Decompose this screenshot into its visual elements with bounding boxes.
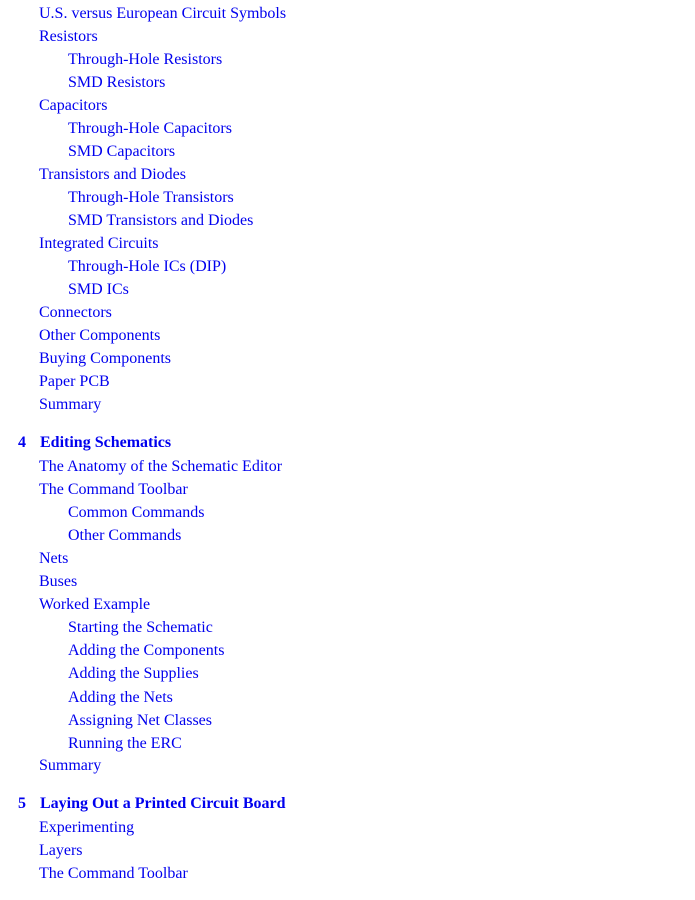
- toc-link[interactable]: Running the ERC: [68, 735, 182, 752]
- toc-section-entry[interactable]: [39, 4, 286, 24]
- toc-subsection-entry[interactable]: [68, 119, 232, 139]
- chapter-title-link[interactable]: Laying Out a Printed Circuit Board: [40, 795, 286, 812]
- chapter-title-link[interactable]: Editing Schematics: [40, 434, 172, 451]
- toc-link[interactable]: Buses: [39, 573, 78, 590]
- toc-link[interactable]: Experimenting: [39, 819, 135, 836]
- toc-link[interactable]: Paper PCB: [39, 373, 110, 390]
- toc-section-entry[interactable]: [39, 349, 171, 369]
- toc-link[interactable]: Through-Hole Transistors: [68, 189, 234, 206]
- toc-subsection-entry[interactable]: [68, 618, 213, 638]
- toc-section-entry[interactable]: [39, 818, 134, 838]
- toc-section-entry[interactable]: [39, 372, 110, 392]
- toc-link[interactable]: Assigning Net Classes: [68, 712, 212, 729]
- toc-section-entry[interactable]: [39, 165, 186, 185]
- toc-section-entry[interactable]: [39, 549, 68, 569]
- toc-subsection-entry[interactable]: [68, 641, 224, 661]
- toc-link[interactable]: Nets: [39, 550, 69, 567]
- toc-link[interactable]: Through-Hole Capacitors: [68, 120, 232, 137]
- toc-link[interactable]: SMD ICs: [68, 281, 129, 298]
- toc-subsection-entry[interactable]: [68, 526, 181, 546]
- toc-link[interactable]: Layers: [39, 842, 83, 859]
- toc-section-entry[interactable]: [39, 326, 160, 346]
- toc-link[interactable]: Worked Example: [39, 596, 151, 613]
- toc-subsection-entry[interactable]: [68, 280, 129, 300]
- toc-subsection-entry[interactable]: [68, 257, 226, 277]
- toc-link[interactable]: Common Commands: [68, 504, 205, 521]
- toc-link[interactable]: SMD Capacitors: [68, 143, 176, 160]
- toc-link[interactable]: SMD Transistors and Diodes: [68, 212, 254, 229]
- toc-subsection-entry[interactable]: [68, 711, 212, 731]
- toc-subsection-entry[interactable]: [68, 503, 204, 523]
- toc-link[interactable]: Integrated Circuits: [39, 235, 159, 252]
- toc-link[interactable]: The Command Toolbar: [39, 481, 188, 498]
- toc-section-entry[interactable]: [39, 234, 159, 254]
- toc-link[interactable]: Through-Hole Resistors: [68, 51, 223, 68]
- toc-link[interactable]: Adding the Supplies: [68, 665, 199, 682]
- chapter-number: 4: [18, 434, 26, 451]
- toc-section-entry[interactable]: [39, 756, 101, 776]
- toc-link[interactable]: Capacitors: [39, 97, 108, 114]
- toc-link[interactable]: Connectors: [39, 304, 112, 321]
- toc-link[interactable]: Other Commands: [68, 527, 182, 544]
- toc-section-entry[interactable]: [39, 395, 101, 415]
- toc-section-entry[interactable]: [39, 457, 282, 477]
- toc-subsection-entry[interactable]: [68, 188, 234, 208]
- toc-link[interactable]: Adding the Components: [68, 642, 225, 659]
- toc-link[interactable]: Adding the Nets: [68, 689, 173, 706]
- toc-subsection-entry[interactable]: [68, 688, 173, 708]
- toc-link[interactable]: The Anatomy of the Schematic Editor: [39, 458, 283, 475]
- toc-chapter-heading: [0, 433, 695, 453]
- toc-section-entry[interactable]: [39, 27, 98, 47]
- toc-link[interactable]: Summary: [39, 396, 102, 413]
- toc-subsection-entry[interactable]: [68, 142, 175, 162]
- toc-subsection-entry[interactable]: [68, 50, 222, 70]
- chapter-number: 5: [18, 795, 26, 812]
- toc-section-entry[interactable]: [39, 841, 83, 861]
- toc-section-entry[interactable]: [39, 480, 188, 500]
- toc-subsection-entry[interactable]: [68, 73, 165, 93]
- toc-section-entry[interactable]: [39, 595, 150, 615]
- toc-link[interactable]: Buying Components: [39, 350, 172, 367]
- toc-link[interactable]: Summary: [39, 757, 102, 774]
- toc-link[interactable]: Starting the Schematic: [68, 619, 213, 636]
- toc-subsection-entry[interactable]: [68, 734, 182, 754]
- toc-section-entry[interactable]: [39, 572, 77, 592]
- toc-subsection-entry[interactable]: [68, 664, 199, 684]
- toc-subsection-entry[interactable]: [68, 211, 253, 231]
- toc-link[interactable]: U.S. versus European Circuit Symbols: [39, 5, 287, 22]
- toc-link[interactable]: Resistors: [39, 28, 98, 45]
- toc-chapter-heading: [0, 794, 695, 814]
- toc-section-entry[interactable]: [39, 864, 188, 884]
- toc-link[interactable]: Other Components: [39, 327, 161, 344]
- toc-link[interactable]: The Command Toolbar: [39, 865, 188, 882]
- toc-link[interactable]: SMD Resistors: [68, 74, 166, 91]
- toc-section-entry[interactable]: [39, 96, 107, 116]
- toc-link[interactable]: Transistors and Diodes: [39, 166, 186, 183]
- toc-link[interactable]: Through-Hole ICs (DIP): [68, 258, 227, 275]
- toc-section-entry[interactable]: [39, 303, 112, 323]
